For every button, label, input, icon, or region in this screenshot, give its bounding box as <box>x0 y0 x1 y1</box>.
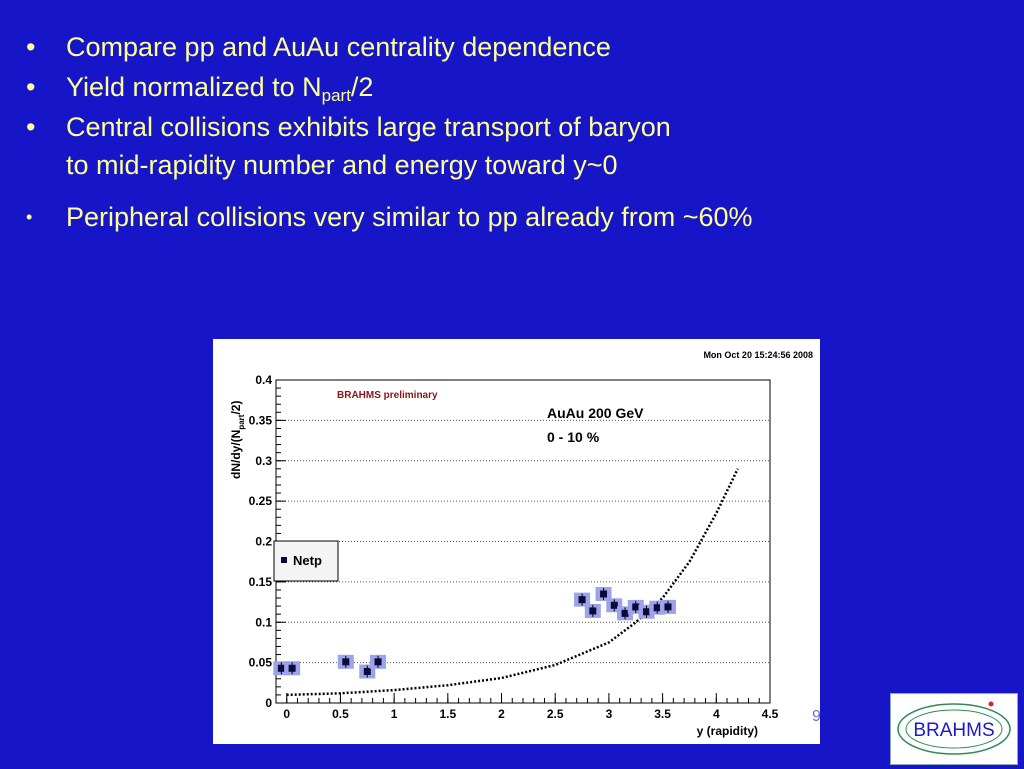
logo-star-icon <box>989 702 994 707</box>
page-number: 9 <box>812 708 821 725</box>
data-point <box>364 668 371 675</box>
grid-lines <box>276 420 770 662</box>
bullet-text-main: Yield normalized to N <box>66 72 322 102</box>
bullet-text-tail: /2 <box>350 72 374 102</box>
y-tick-label: 0.35 <box>248 413 272 428</box>
bullet-text <box>66 72 374 105</box>
y-tick-label: 0 <box>265 696 272 710</box>
data-point <box>375 658 382 665</box>
annotation-line-2: 0 - 10 % <box>547 429 600 445</box>
bullet-text: Central collisions exhibits large transport of baryon <box>66 112 671 142</box>
data-point <box>289 665 296 672</box>
y-axis-label-sub: part <box>237 414 246 430</box>
legend-marker <box>281 557 287 563</box>
data-points <box>273 587 676 679</box>
x-tick-label: 2.5 <box>546 707 564 721</box>
y-axis-label <box>229 401 246 479</box>
legend-label: Netp <box>293 553 322 568</box>
bullet-text-continued: to mid-rapidity number and energy toward y~0 <box>66 150 618 180</box>
x-tick-label: 1 <box>390 707 398 721</box>
x-tick-label: 1.5 <box>439 707 457 721</box>
data-point <box>600 590 607 597</box>
preliminary-label: BRAHMS preliminary <box>337 390 438 401</box>
brahms-logo <box>890 693 1018 765</box>
bullet-item <box>26 68 1006 106</box>
chart-timestamp: Mon Oct 20 15:24:56 2008 <box>703 350 813 360</box>
x-tick-label: 2 <box>498 707 505 721</box>
logo-text: BRAHMS <box>913 720 995 741</box>
data-point <box>278 665 285 672</box>
rapidity-chart <box>213 339 820 744</box>
bullet-marker: • <box>26 207 33 227</box>
x-axis <box>283 693 778 721</box>
y-tick-label: 0.1 <box>255 615 272 630</box>
y-axis-label-main: dN/dy/(N <box>229 429 243 479</box>
y-tick-label: 0.4 <box>255 373 272 387</box>
x-tick-label: 4 <box>712 707 720 721</box>
bullet-item <box>26 198 1006 236</box>
data-point <box>589 607 596 614</box>
bullet-text-subscript: part <box>321 86 351 105</box>
x-axis-label: y (rapidity) <box>696 724 758 738</box>
x-tick-label: 4.5 <box>761 707 779 721</box>
data-point <box>611 602 618 609</box>
y-tick-label: 0.25 <box>248 494 272 509</box>
x-tick-label: 3.5 <box>654 707 671 721</box>
data-point <box>654 604 661 611</box>
bullet-item <box>26 28 1006 66</box>
bullet-text: Peripheral collisions very similar to pp already from ~60% <box>66 202 753 232</box>
data-point <box>643 608 650 615</box>
y-tick-label: 0.3 <box>255 453 272 468</box>
annotation-line-1: AuAu 200 GeV <box>547 405 644 421</box>
bullet-text: Compare pp and AuAu centrality dependence <box>66 32 611 62</box>
y-tick-label: 0.05 <box>248 655 272 670</box>
x-tick-label: 3 <box>605 707 613 721</box>
bullet-marker: • <box>26 72 36 102</box>
y-axis-label-tail: /2) <box>229 400 243 415</box>
bullet-item <box>26 108 1006 184</box>
x-tick-label: 0 <box>283 707 291 721</box>
chart-panel <box>213 339 820 744</box>
logo-graphic <box>891 694 1017 764</box>
data-point <box>622 610 629 617</box>
x-tick-label: 0.5 <box>332 707 349 721</box>
y-tick-label: 0.15 <box>248 574 272 589</box>
data-point <box>664 603 671 610</box>
bullet-marker: • <box>26 32 36 62</box>
legend <box>274 541 338 581</box>
data-point <box>632 603 639 610</box>
data-point <box>342 658 349 665</box>
bullet-marker: • <box>26 112 36 142</box>
y-tick-label: 0.2 <box>255 534 272 549</box>
bullet-list <box>26 28 1006 238</box>
data-point <box>579 596 586 603</box>
